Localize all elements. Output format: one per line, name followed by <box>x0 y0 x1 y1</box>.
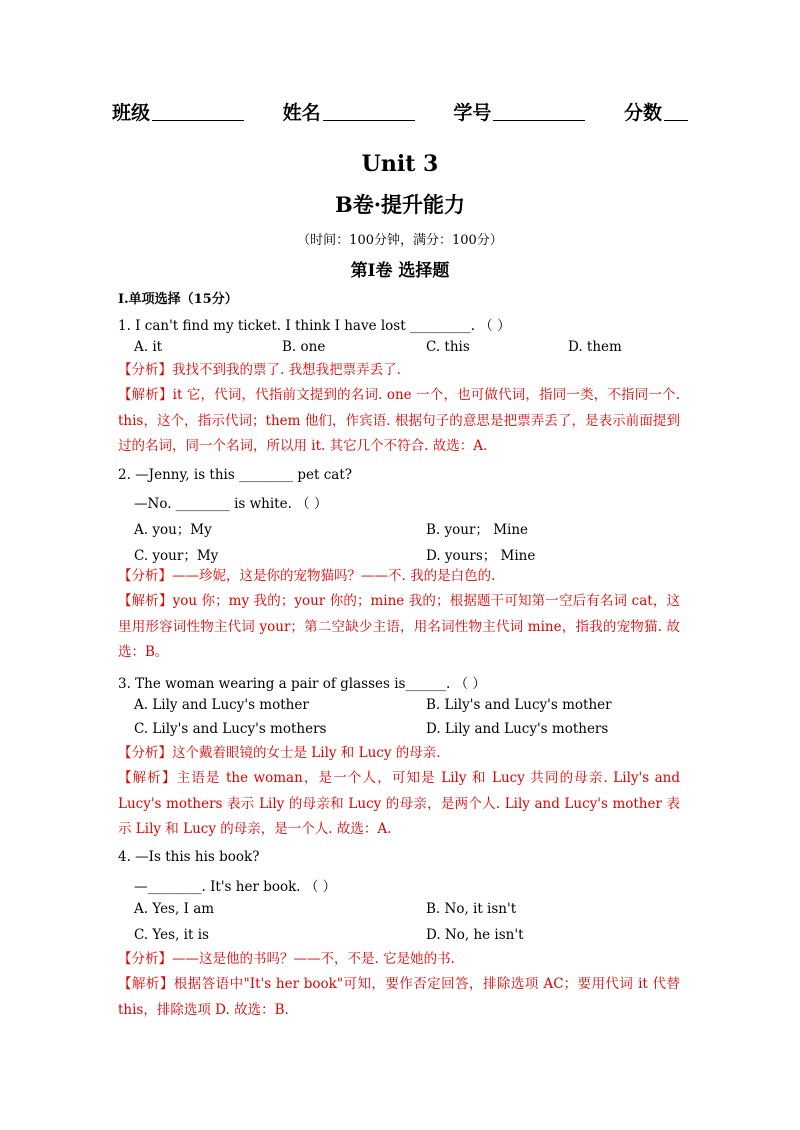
question-1-option-a[interactable]: A. it <box>134 339 163 355</box>
unit-title: Unit 3 <box>361 151 439 177</box>
question-2-stem: 2. —Jenny, is this ________ pet cat? <box>118 467 352 483</box>
question-2-explanation: 【解析】you 你；my 我的；your 你的；mine 我的；根据题干可知第一空后有名词 cat，这里用形容词性物主代词 your；第二空缺少主语，用名词性物主代词 mine，指我的宠物猫. 故选：B。 <box>118 593 680 660</box>
question-2-option-b[interactable]: B. your； Mine <box>426 522 529 538</box>
question-4-explanation: 【解析】根据答语中"It's her book"可知，要作否定回答，排除选项 AC；要用代词 it 代替 this，排除选项 D. 故选：B. <box>118 976 680 1018</box>
question-1-stem: 1. I can't find my ticket. I think I have lost _________. （ ） <box>118 318 511 334</box>
name-field <box>283 98 415 125</box>
volume-title: 第Ⅰ卷 选择题 <box>350 261 450 281</box>
id-blank[interactable] <box>493 102 585 121</box>
id-label: 学号 <box>453 102 492 124</box>
score-blank[interactable] <box>664 102 688 121</box>
paper-title: B卷·提升能力 <box>334 192 466 217</box>
section-title: I.单项选择（15分） <box>118 292 238 307</box>
question-2-analysis: 【分析】——珍妮，这是你的宠物猫吗？——不. 我的是白色的. <box>118 568 496 584</box>
question-3-option-c[interactable]: C. Lily's and Lucy's mothers <box>134 721 327 737</box>
class-blank[interactable] <box>152 102 244 121</box>
header-fields <box>0 98 800 125</box>
question-3-option-a[interactable]: A. Lily and Lucy's mother <box>134 697 309 713</box>
question-4-option-b[interactable]: B. No, it isn't <box>426 901 517 917</box>
question-1-option-c[interactable]: C. this <box>426 339 470 355</box>
question-1-explanation: 【解析】it 它，代词，代指前文提到的名词. one 一个，也可做代词，指同一类，不指同一个. this，这个，指示代词；them 他们，作宾语. 根据句子的意思是把票弄丢了，是表示前面提到过的名词，同一个名词，所以用 it. 其它几个不符合. 故选：A. <box>118 387 680 454</box>
question-4-option-c[interactable]: C. Yes, it is <box>134 927 209 943</box>
question-4-stem-reply: —________. It's her book. （ ） <box>134 879 337 895</box>
question-4-option-d[interactable]: D. No, he isn't <box>426 927 524 943</box>
question-3-stem: 3. The woman wearing a pair of glasses is______. （ ） <box>118 676 486 692</box>
question-2-option-d[interactable]: D. yours； Mine <box>426 548 536 564</box>
id-field <box>453 98 585 125</box>
class-field <box>112 98 244 125</box>
score-label: 分数 <box>623 102 662 124</box>
question-3-option-b[interactable]: B. Lily's and Lucy's mother <box>426 697 612 713</box>
question-4-analysis: 【分析】——这是他的书吗？——不，不是. 它是她的书. <box>118 951 455 967</box>
name-label: 姓名 <box>282 102 321 124</box>
question-2-option-c[interactable]: C. your；My <box>134 548 219 564</box>
question-1-option-d[interactable]: D. them <box>568 339 622 355</box>
question-3-analysis: 【分析】这个戴着眼镜的女士是 Lily 和 Lucy 的母亲. <box>118 745 441 761</box>
question-3-explanation: 【解析】主语是 the woman，是一个人，可知是 Lily 和 Lucy 共同的母亲. Lily's and Lucy's mothers 表示 Lily 的母亲和 Lucy 的母亲，是两个人. Lily and Lucy's mother 表示 Lily 和 Lucy 的母亲，是一个人. 故选：A. <box>118 770 680 837</box>
question-2-stem-reply: —No. ________ is white. （ ） <box>134 496 328 512</box>
time-info: （时间：100分钟，满分：100分） <box>297 233 503 248</box>
question-3-option-d[interactable]: D. Lily and Lucy's mothers <box>426 721 609 737</box>
question-4-stem: 4. —Is this his book? <box>118 849 260 865</box>
question-4-option-a[interactable]: A. Yes, I am <box>134 901 215 917</box>
question-2-option-a[interactable]: A. you；My <box>134 522 212 538</box>
question-1-option-b[interactable]: B. one <box>282 339 326 355</box>
question-1-analysis: 【分析】我找不到我的票了. 我想我把票弄丢了. <box>118 362 401 378</box>
name-blank[interactable] <box>323 102 415 121</box>
score-field <box>624 98 688 125</box>
class-label: 班级 <box>112 102 151 124</box>
